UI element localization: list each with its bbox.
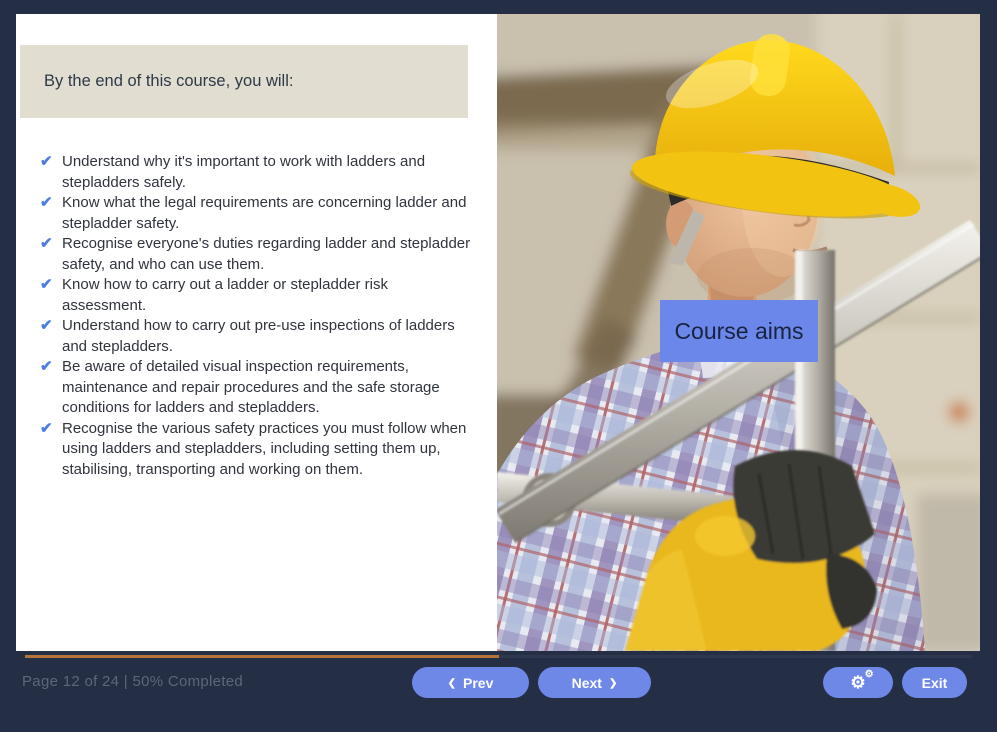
objective-text: Recognise the various safety practices you must follow when using ladders and stepladders, including setting them up, stabilising, transporting and working on them. [62, 419, 467, 478]
slide-content-panel [16, 14, 497, 651]
objective-text: Know how to carry out a ladder or stepladder risk assessment. [62, 276, 388, 314]
course-aims-label: Course aims [660, 300, 818, 362]
objective-text: Know what the legal requirements are concerning ladder and stepladder safety. [62, 194, 467, 232]
objective-item [16, 419, 486, 481]
check-icon: ✔ [40, 235, 53, 252]
chevron-right-icon: ❯ [608, 677, 618, 689]
objective-item [16, 357, 486, 419]
slide-heading [20, 45, 468, 118]
objective-item [16, 275, 486, 316]
objective-item [16, 316, 486, 357]
objective-item [16, 234, 486, 275]
settings-button[interactable] [823, 667, 893, 698]
next-button[interactable] [538, 667, 651, 698]
objective-text: Understand how to carry out pre-use inspections of ladders and stepladders. [62, 317, 455, 355]
check-icon: ✔ [40, 276, 53, 293]
check-icon: ✔ [40, 358, 53, 375]
slide-photo [497, 14, 980, 651]
objective-text: Understand why it's important to work with ladders and stepladders safely. [62, 153, 426, 191]
slide [16, 14, 980, 651]
check-icon: ✔ [40, 194, 53, 211]
objective-text: Be aware of detailed visual inspection requirements, maintenance and repair procedures and the safe storage conditions for ladders and stepladders. [62, 358, 440, 416]
progress-bar [25, 655, 972, 658]
progress-fill [25, 655, 499, 658]
prev-button[interactable] [412, 667, 529, 698]
exit-button[interactable]: Exit [902, 667, 967, 698]
learning-objectives-list [16, 152, 486, 480]
gears-icon: ⚙ ⚙ [850, 669, 874, 692]
chevron-left-icon: ❮ [447, 677, 457, 689]
objective-text: Recognise everyone's duties regarding ladder and stepladder safety, and who can use them. [62, 235, 471, 273]
prev-button-label: Prev [463, 674, 494, 691]
check-icon: ✔ [40, 419, 53, 437]
slide-heading-text: By the end of this course, you will: [44, 72, 294, 90]
objective-item [16, 152, 486, 193]
check-icon: ✔ [40, 317, 53, 334]
page-info: Page 12 of 24 | 50% Completed [22, 673, 244, 690]
objective-item [16, 193, 486, 234]
next-button-label: Next [571, 674, 602, 691]
check-icon: ✔ [40, 153, 53, 170]
